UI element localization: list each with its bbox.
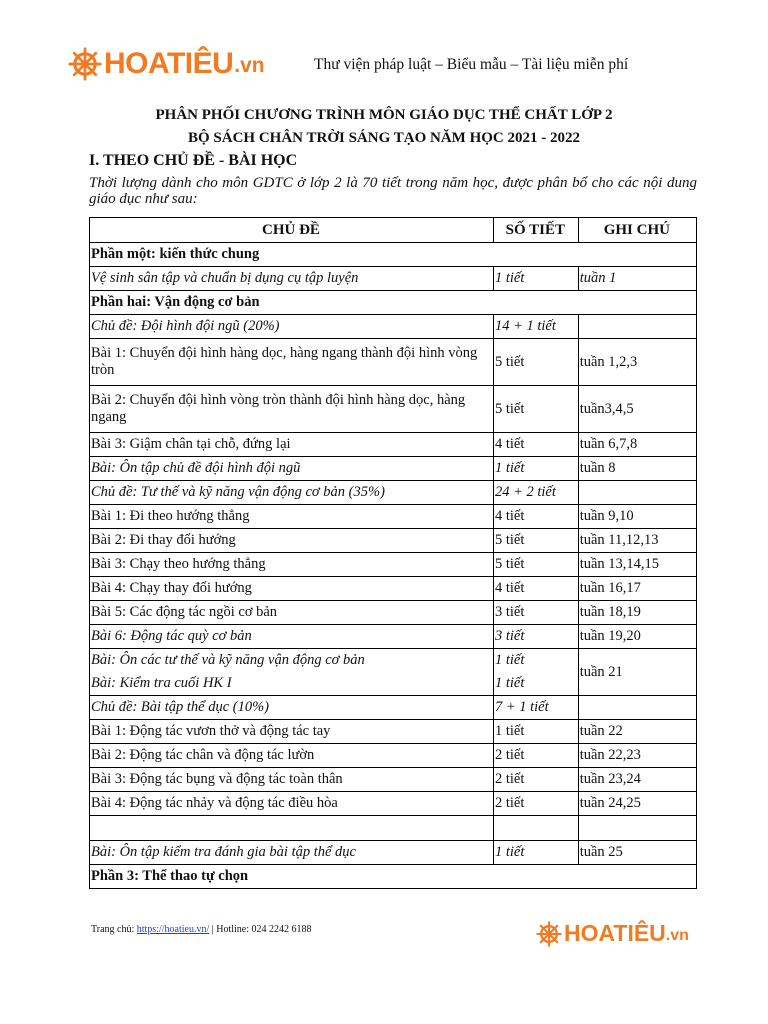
topic-cell: Bài 3: Chạy theo hướng thẳng [90, 553, 494, 577]
periods-cell: 4 tiết [493, 433, 578, 457]
table-row [90, 720, 697, 744]
header-topic: CHỦ ĐỀ [90, 218, 494, 243]
topic-cell: Bài 4: Chạy thay đổi hướng [90, 577, 494, 601]
topic-line: Bài: Kiểm tra cuối HK I [91, 675, 232, 691]
document-title-line-2: BỘ SÁCH CHÂN TRỜI SÁNG TẠO NĂM HỌC 2021 - 2022 [188, 130, 580, 146]
notes-cell: tuần 19,20 [578, 625, 696, 649]
topic-cell: Bài 4: Động tác nhảy và động tác điều hòa [90, 792, 494, 816]
periods-cell: 1 tiết [493, 720, 578, 744]
table-row [90, 291, 697, 315]
notes-cell: tuần 11,12,13 [578, 529, 696, 553]
topic-cell: Bài: Ôn tập kiểm tra đánh gia bài tập thể dục [90, 841, 494, 865]
table-row [90, 529, 697, 553]
table-row [90, 243, 697, 267]
table-row [90, 865, 697, 889]
table-row [90, 601, 697, 625]
topic-cell: Chủ đề: Đội hình đội ngũ (20%) [90, 315, 494, 339]
notes-cell: tuần 1 [578, 267, 696, 291]
topic-cell: Bài 5: Các động tác ngồi cơ bản [90, 601, 494, 625]
periods-cell [493, 649, 578, 696]
topic-line: Bài: Ôn các tư thế và kỹ năng vận động cơ bản [91, 652, 365, 668]
topic-cell: Bài 2: Đi thay đổi hướng [90, 529, 494, 553]
page-header [68, 40, 708, 90]
footer-logo[interactable] [536, 920, 689, 947]
footer-home-label: Trang chủ: [91, 924, 137, 935]
table-row [90, 816, 697, 841]
topic-cell: Chủ đề: Bài tập thể dục (10%) [90, 696, 494, 720]
table-row [90, 433, 697, 457]
notes-cell: tuần 13,14,15 [578, 553, 696, 577]
table-row [90, 505, 697, 529]
header-notes: GHI CHÚ [578, 218, 696, 243]
topic-cell: Vệ sinh sân tập và chuẩn bị dụng cụ tập luyện [90, 267, 494, 291]
header-tagline: Thư viện pháp luật – Biểu mẫu – Tài liệu miễn phí [314, 56, 629, 73]
topic-cell: Bài 3: Động tác bụng và động tác toàn thân [90, 768, 494, 792]
periods-cell: 14 + 1 tiết [493, 315, 578, 339]
periods-cell: 2 tiết [493, 744, 578, 768]
footer-logo-brand: HOATIÊU [564, 920, 666, 946]
table-row [90, 267, 697, 291]
notes-cell: tuần 24,25 [578, 792, 696, 816]
notes-cell: tuần 8 [578, 457, 696, 481]
intro-paragraph: Thời lượng dành cho môn GDTC ở lớp 2 là 70 tiết trong năm học, được phân bổ cho các nội dung giáo dục như sau: [89, 175, 697, 207]
page-footer [91, 924, 312, 935]
footer-logo-tld: .vn [665, 927, 689, 944]
periods-cell: 2 tiết [493, 768, 578, 792]
table-row [90, 841, 697, 865]
topic-cell: Chủ đề: Tư thế và kỹ năng vận động cơ bản (35%) [90, 481, 494, 505]
topic-cell: Bài: Ôn tập chủ đề đội hình đội ngũ [90, 457, 494, 481]
table-header-row [90, 218, 697, 243]
document-title-line-1: PHÂN PHỐI CHƯƠNG TRÌNH MÔN GIÁO DỤC THỂ CHẤT LỚP 2 [155, 107, 613, 123]
notes-cell [578, 816, 696, 841]
notes-cell: tuần 21 [578, 649, 696, 696]
notes-cell [578, 481, 696, 505]
notes-cell: tuần 22 [578, 720, 696, 744]
periods-cell: 1 tiết [493, 841, 578, 865]
table-row [90, 649, 697, 696]
table-row [90, 768, 697, 792]
part-heading-cell: Phần 3: Thể thao tự chọn [90, 865, 697, 889]
notes-cell: tuần 6,7,8 [578, 433, 696, 457]
table-row [90, 625, 697, 649]
notes-cell [578, 315, 696, 339]
periods-cell: 5 tiết [493, 339, 578, 386]
logo-brand-text: HOATIÊU [104, 46, 234, 80]
footer-home-link[interactable]: https://hoatieu.vn/ [136, 924, 210, 935]
periods-cell: 1 tiết [493, 267, 578, 291]
part-heading-cell: Phần một: kiến thức chung [90, 243, 697, 267]
table-row [90, 744, 697, 768]
periods-cell [493, 816, 578, 841]
periods-cell: 4 tiết [493, 577, 578, 601]
curriculum-table [89, 217, 697, 889]
notes-cell: tuần 9,10 [578, 505, 696, 529]
notes-cell: tuần 25 [578, 841, 696, 865]
ship-wheel-icon [68, 47, 102, 81]
section-heading: I. THEO CHỦ ĐỀ - BÀI HỌC [89, 152, 298, 169]
header-periods: SỐ TIẾT [493, 218, 578, 243]
topic-cell: Bài 3: Giậm chân tại chỗ, đứng lại [90, 433, 494, 457]
notes-cell: tuần 23,24 [578, 768, 696, 792]
notes-cell: tuần 16,17 [578, 577, 696, 601]
hoatieu-logo[interactable] [68, 44, 265, 83]
table-row [90, 481, 697, 505]
table-row [90, 792, 697, 816]
table-row [90, 457, 697, 481]
periods-cell: 2 tiết [493, 792, 578, 816]
topic-cell [90, 649, 494, 696]
periods-cell: 7 + 1 tiết [493, 696, 578, 720]
notes-cell [578, 696, 696, 720]
topic-cell: Bài 1: Đi theo hướng thẳng [90, 505, 494, 529]
notes-cell: tuần 22,23 [578, 744, 696, 768]
table-row [90, 696, 697, 720]
periods-line: 1 tiết [494, 675, 525, 691]
table-row [90, 339, 697, 386]
table-row [90, 577, 697, 601]
periods-cell: 3 tiết [493, 601, 578, 625]
topic-cell: Bài 6: Động tác quỳ cơ bản [90, 625, 494, 649]
footer-hotline: | Hotline: 024 2242 6188 [209, 924, 312, 935]
periods-cell: 5 tiết [493, 386, 578, 433]
periods-cell: 3 tiết [493, 625, 578, 649]
ship-wheel-icon [536, 921, 562, 947]
topic-cell [90, 816, 494, 841]
periods-cell: 4 tiết [493, 505, 578, 529]
periods-line: 1 tiết [494, 652, 525, 668]
topic-cell: Bài 1: Chuyển đội hình hàng dọc, hàng ngang thành đội hình vòng tròn [90, 339, 494, 386]
logo-tld-text: .vn [234, 54, 265, 77]
topic-cell: Bài 2: Động tác chân và động tác lườn [90, 744, 494, 768]
periods-cell: 1 tiết [493, 457, 578, 481]
table-row [90, 386, 697, 433]
notes-cell: tuần3,4,5 [578, 386, 696, 433]
periods-cell: 24 + 2 tiết [493, 481, 578, 505]
part-heading-cell: Phần hai: Vận động cơ bản [90, 291, 697, 315]
periods-cell: 5 tiết [493, 529, 578, 553]
periods-cell: 5 tiết [493, 553, 578, 577]
notes-cell: tuần 18,19 [578, 601, 696, 625]
topic-cell: Bài 1: Động tác vươn thở và động tác tay [90, 720, 494, 744]
notes-cell: tuần 1,2,3 [578, 339, 696, 386]
table-row [90, 315, 697, 339]
topic-cell: Bài 2: Chuyển đội hình vòng tròn thành đội hình hàng dọc, hàng ngang [90, 386, 494, 433]
table-row [90, 553, 697, 577]
